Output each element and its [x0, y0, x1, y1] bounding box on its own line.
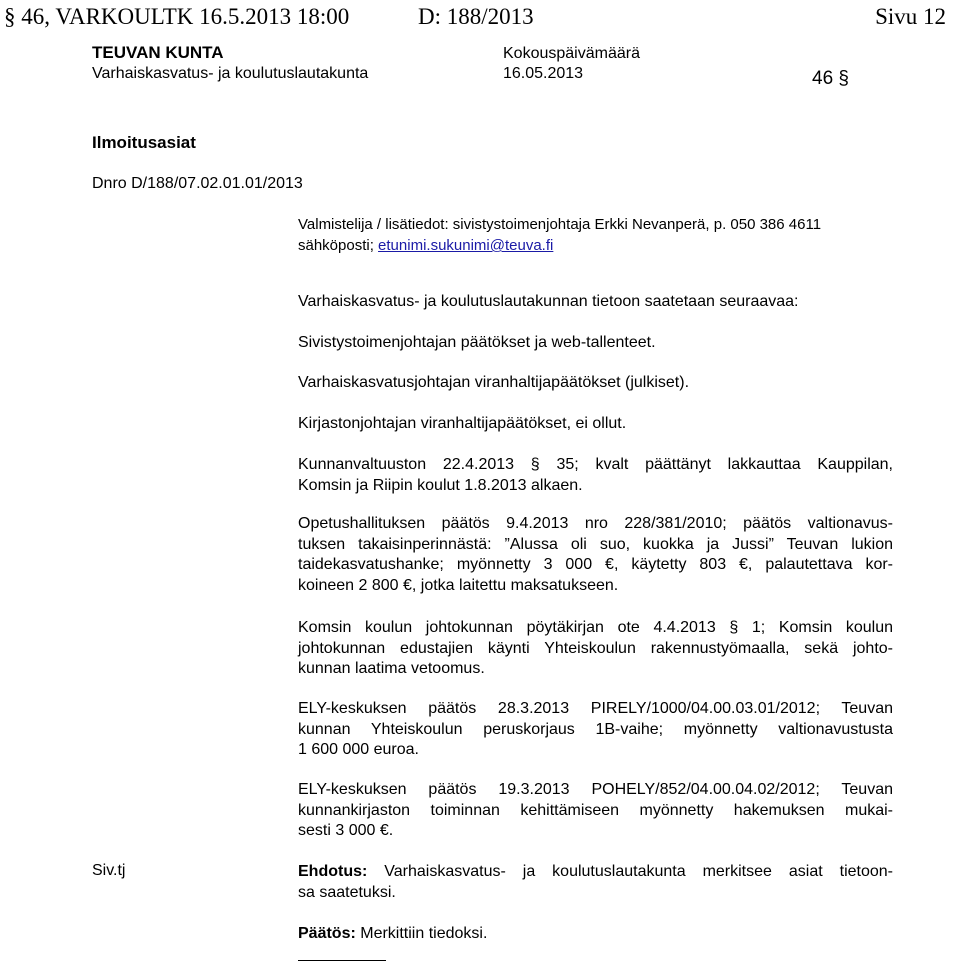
item-7-line: ELY-keskuksen päätös 28.3.2013 PIRELY/1000/04.00.03.01/2012; Teuvan: [298, 700, 893, 717]
section-title: Ilmoitusasiat: [92, 133, 196, 152]
item-5-line: tuksen takaisinperinnästä: ”Alussa oli suo, kuokka ja Jussi” Teuvan lukion: [298, 535, 893, 553]
preparer-info: Valmistelija / lisätiedot: sivistystoimenjohtaja Erkki Nevanperä, p. 050 386 4611: [298, 216, 822, 233]
item-7-line: 1 600 000 euroa.: [298, 741, 419, 758]
preparer-email-line: [298, 237, 553, 254]
running-header: [0, 2, 960, 34]
presenter-label: Siv.tj: [92, 862, 126, 879]
running-header-middle: D: 188/2013: [418, 4, 534, 29]
proposal: [298, 862, 893, 903]
proposal-text: Varhaiskasvatus- ja koulutuslautakunta merkitsee asiat tietoon-: [367, 863, 893, 880]
item-7-line: kunnan Yhteiskoulun peruskorjaus 1B-vaihe; myönnetty valtionavustusta: [298, 720, 893, 738]
item-4: [298, 455, 893, 496]
item-5-line: taidekasvatushanke; myönnetty 3 000 €, käytetty 803 €, palautettava kor-: [298, 556, 893, 573]
board-name: Varhaiskasvatus- ja koulutuslautakunta: [92, 65, 369, 82]
record-number: Dnro D/188/07.02.01.01/2013: [92, 175, 303, 192]
item-6-line: johtokunnan edustajien käynti Yhteiskoulun rakennustyömaalla, sekä johto-: [298, 639, 893, 657]
decision-text: Merkittiin tiedoksi.: [355, 925, 488, 942]
item-5-line: koineen 2 800 €, jotka laitettu maksatukseen.: [298, 576, 619, 594]
meeting-date-label: Kokouspäivämäärä: [503, 45, 640, 62]
email-link[interactable]: etunimi.sukunimi@teuva.fi: [378, 237, 554, 254]
item-4-line: Kunnanvaltuuston 22.4.2013 § 35; kvalt päättänyt lakkauttaa Kauppilan,: [298, 456, 893, 473]
item-5: [298, 514, 893, 596]
proposal-line: [298, 862, 893, 883]
item-6-line: Komsin koulun johtokunnan pöytäkirjan ote 4.4.2013 § 1; Komsin koulun: [298, 619, 893, 636]
item-8-line: ELY-keskuksen päätös 19.3.2013 POHELY/852/04.00.04.02/2012; Teuvan: [298, 781, 893, 798]
org-name: TEUVAN KUNTA: [92, 43, 224, 62]
item-1: Sivistystoimenjohtajan päätökset ja web-tallenteet.: [298, 334, 656, 351]
signature-line: [298, 960, 386, 961]
item-3: Kirjastonjohtajan viranhaltijapäätökset, ei ollut.: [298, 415, 627, 432]
item-8: [298, 780, 893, 842]
decision-label: Päätös:: [298, 925, 356, 942]
item-4-line: Komsin ja Riipin koulut 1.8.2013 alkaen.: [298, 476, 583, 494]
proposal-line: sa saatetuksi.: [298, 883, 396, 901]
running-header-left: § 46, VARKOULTK 16.5.2013 18:00: [4, 4, 350, 29]
proposal-label: Ehdotus:: [298, 863, 368, 880]
decision: [298, 924, 487, 945]
item-7: [298, 699, 893, 761]
section-number: 46 §: [812, 68, 849, 89]
item-6: [298, 618, 893, 680]
item-8-line: sesti 3 000 €.: [298, 822, 394, 839]
email-label: sähköposti;: [298, 237, 379, 254]
item-2: Varhaiskasvatusjohtajan viranhaltijapäätökset (julkiset).: [298, 374, 690, 391]
item-8-line: kunnankirjaston toiminnan kehittämiseen myönnetty hakemuksen mukai-: [298, 801, 893, 819]
item-5-line: Opetushallituksen päätös 9.4.2013 nro 228/381/2010; päätös valtionavus-: [298, 515, 893, 532]
item-6-line: kunnan laatima vetoomus.: [298, 660, 485, 677]
meeting-date-value: 16.05.2013: [503, 65, 584, 82]
intro-text: Varhaiskasvatus- ja koulutuslautakunnan tietoon saatetaan seuraavaa:: [298, 293, 799, 310]
running-header-page: Sivu 12: [875, 4, 946, 29]
